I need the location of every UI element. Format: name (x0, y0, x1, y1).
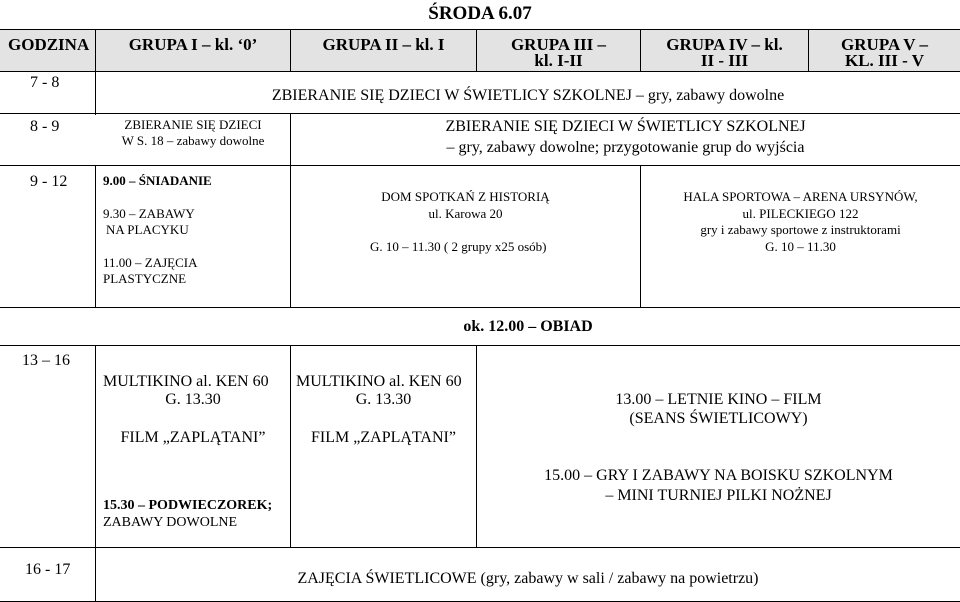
group-1-8-9-line1: ZBIERANIE SIĘ DZIECI (124, 117, 262, 132)
time-7-8: 7 - 8 (30, 74, 60, 91)
sports-hall-line4: G. 10 – 11.30 (765, 239, 836, 254)
header-godzina: GODZINA (8, 35, 90, 54)
time-16-17: 16 - 17 (25, 561, 71, 578)
history-house-line2: ul. Karowa 20 (428, 206, 503, 221)
header-group-5-line1: GRUPA V – (841, 35, 928, 54)
games-line1: 15.00 – GRY I ZABAWY NA BOISKU SZKOLNYM (544, 467, 893, 484)
time-9-12: 9 - 12 (30, 173, 68, 190)
time-13-16: 13 – 16 (22, 352, 70, 369)
grid-line (0, 165, 960, 166)
grid-line (476, 345, 477, 547)
group-1-13-16-line4: 15.30 – PODWIECZOREK; (103, 498, 273, 513)
header-group-5-line2: KL. III - V (844, 51, 925, 70)
group-1-13-16-line1: MULTIKINO al. KEN 60 (103, 373, 269, 390)
header-group-3-line1: GRUPA III – (510, 35, 607, 54)
sports-hall-line2: ul. PILECKIEGO 122 (742, 206, 859, 221)
grid-line (0, 547, 960, 548)
summer-cinema-line1: 13.00 – LETNIE KINO – FILM (615, 391, 822, 408)
header-group-4-line2: II - III (700, 51, 749, 70)
lunch-row: ok. 12.00 – OBIAD (463, 318, 593, 335)
group-1-13-16-line2: G. 13.30 (165, 391, 221, 408)
group-1-9-12-line5: PLASTYCZNE (103, 271, 187, 286)
header-group-2: GRUPA II – kl. I (322, 35, 445, 54)
grid-line (0, 113, 960, 114)
history-house-line3: G. 10 – 11.30 ( 2 grupy x25 osób) (370, 239, 547, 254)
group-2-13-16-line1: MULTIKINO al. KEN 60 (296, 373, 462, 390)
grid-line (0, 29, 960, 30)
group-2-13-16-line2: G. 13.30 (355, 391, 412, 408)
grid-line (95, 165, 96, 307)
activity-7-8: ZBIERANIE SIĘ DZIECI W ŚWIETLICY SZKOLNEJ – gry, zabawy dowolne (271, 87, 785, 104)
group-1-9-12-line1: 9.00 – ŚNIADANIE (103, 173, 212, 188)
activity-16-17: ZAJĘCIA ŚWIETLICOWE (gry, zabawy w sali / zabawy na powietrzu) (297, 570, 759, 587)
grid-line (290, 165, 291, 307)
page-title: ŚRODA 6.07 (428, 3, 532, 24)
sports-hall-line3: gry i zabawy sportowe z instruktorami (700, 222, 901, 237)
history-house-line1: DOM SPOTKAŃ Z HISTORIĄ (381, 189, 550, 204)
group-1-9-12-line4: 11.00 – ZAJĘCIA (103, 255, 198, 270)
time-8-9: 8 - 9 (30, 118, 60, 135)
group-1-8-9-line2: W S. 18 – zabawy dowolne (121, 133, 265, 148)
games-line2: – MINI TURNIEJ PILKI NOŻNEJ (605, 487, 832, 504)
summer-cinema-line2: (SEANS ŚWIETLICOWY) (629, 410, 808, 427)
activity-8-9-line1: ZBIERANIE SIĘ DZIECI W ŚWIETLICY SZKOLNEJ (445, 118, 806, 135)
sports-hall-line1: HALA SPORTOWA – ARENA URSYNÓW, (683, 189, 918, 204)
group-1-9-12-line3: NA PLACYKU (106, 222, 189, 237)
header-group-1: GRUPA I – kl. ‘0’ (128, 35, 258, 54)
activity-8-9-line2: – gry, zabawy dowolne; przygotowanie grup do wyjścia (446, 139, 805, 156)
grid-line (0, 307, 960, 308)
header-group-3-line2: kl. I-II (534, 51, 583, 70)
group-1-13-16-line5: ZABAWY DOWOLNE (103, 515, 238, 530)
group-1-13-16-line3: FILM „ZAPLĄTANI” (120, 429, 266, 446)
group-2-13-16-line3: FILM „ZAPLĄTANI” (311, 429, 456, 446)
group-1-9-12-line2: 9.30 – ZABAWY (103, 206, 195, 221)
grid-line (0, 345, 960, 346)
grid-line (0, 71, 960, 72)
header-group-4-line1: GRUPA IV – kl. (666, 35, 783, 54)
grid-line (95, 345, 96, 602)
